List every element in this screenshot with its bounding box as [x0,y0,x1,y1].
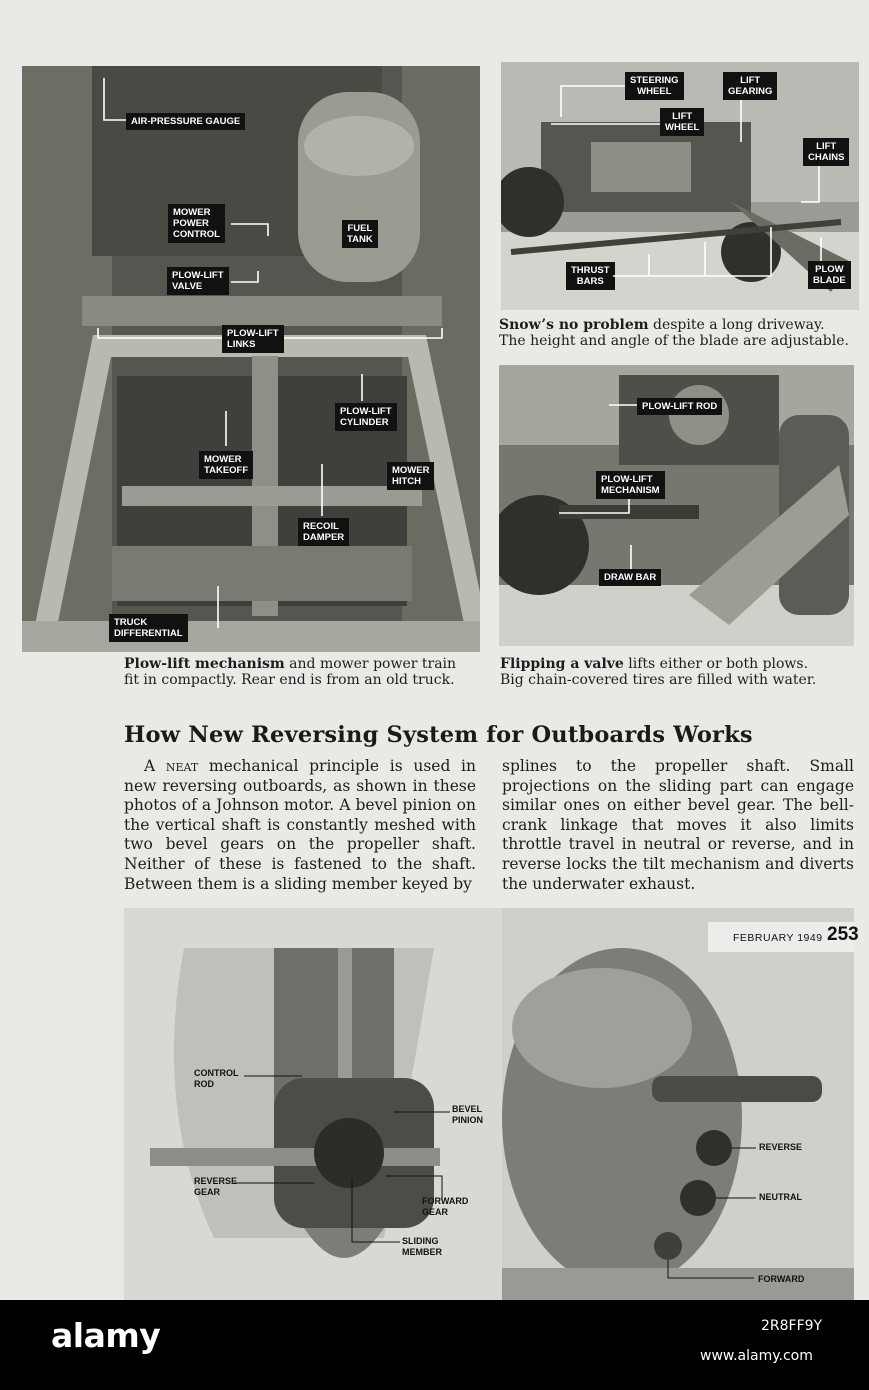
photo-tractor-chassis [22,66,480,652]
label-mower-takeoff: MOWER TAKEOFF [199,451,253,479]
gear-cutaway-illustration [124,908,502,1300]
outboard-motor-illustration [502,908,854,1300]
watermark-footer [0,1300,869,1390]
page-number: 253 [827,924,859,945]
photo-outboard-motor [502,908,854,1300]
photo-snow-plow [501,62,859,310]
label-lift-chains: LIFT CHAINS [803,138,849,166]
article-headline: How New Reversing System for Outboards Works [124,722,753,748]
column-1-text: mechanical principle is used in new reversing outboards, as shown in these photos of a Johnson motor. A bevel pinion on the vertical shaft is constantly meshed with two bevel gears on the propeller shaft. Neither of these is fastened to the shaft. Between them is a sliding member keyed by [124,757,476,893]
label-plow-lift-mechanism: PLOW-LIFT MECHANISM [596,471,665,499]
folio-date: FEBRUARY 1949 [733,932,823,944]
label-mower-power-control: MOWER POWER CONTROL [168,204,225,243]
chassis-illustration [22,66,480,652]
image-id: 2R8FF9Y [761,1318,823,1334]
label-reverse: REVERSE [759,1142,803,1152]
label-mower-hitch: MOWER HITCH [387,462,434,490]
label-thrust-bars: THRUST BARS [566,262,615,290]
label-lift-gearing: LIFT GEARING [723,72,777,100]
label-bevel-pinion: BEVEL PINION [452,1104,484,1125]
label-neutral: NEUTRAL [759,1192,802,1202]
label-plow-lift-cylinder: PLOW-LIFT CYLINDER [335,403,397,431]
label-lift-wheel: LIFT WHEEL [660,108,704,136]
label-forward-gear: FORWARD GEAR [422,1196,469,1217]
page-folio [708,922,859,952]
drop-word: A neat [144,757,199,775]
label-forward: FORWARD [758,1274,805,1284]
photo-plow-front [499,365,854,646]
label-plow-lift-links: PLOW-LIFT LINKS [222,325,284,353]
label-draw-bar: DRAW BAR [599,569,661,586]
label-plow-lift-rod: PLOW-LIFT ROD [637,398,722,415]
label-plow-blade: PLOW BLADE [808,261,851,289]
label-air-pressure-gauge: AIR-PRESSURE GAUGE [126,113,245,130]
label-sliding-member: SLIDING MEMBER [402,1236,442,1257]
article-column-1 [124,757,476,894]
label-steering-wheel: STEERING WHEEL [625,72,684,100]
label-reverse-gear: REVERSE GEAR [194,1176,238,1197]
label-fuel-tank: FUEL TANK [342,220,378,248]
label-plow-lift-valve: PLOW-LIFT VALVE [167,267,229,295]
alamy-logo: alamy [51,1316,161,1355]
article-column-2: splines to the propeller shaft. Small projections on the sliding part can engage similar ones on either bevel gear. The bell-crank linkage that moves it also limits throttle travel in neutral or reverse, and in reverse locks the tilt mechanism and diverts the underwater exhaust. [502,757,854,893]
label-control-rod: CONTROL ROD [194,1068,239,1089]
label-truck-differential: TRUCK DIFFERENTIAL [109,614,188,642]
caption-snow-problem: Snow’s no problem despite a long driveway. The height and angle of the blade are adjustable. [499,317,849,349]
caption-plow-lift: Plow-lift mechanism and mower power train fit in compactly. Rear end is from an old truck. [124,656,457,688]
label-recoil-damper: RECOIL DAMPER [298,518,349,546]
photo-gear-cutaway [124,908,502,1300]
caption-flipping-valve: Flipping a valve lifts either or both plows. Big chain-covered tires are filled with water. [500,656,817,688]
source-url: www.alamy.com [700,1348,813,1364]
